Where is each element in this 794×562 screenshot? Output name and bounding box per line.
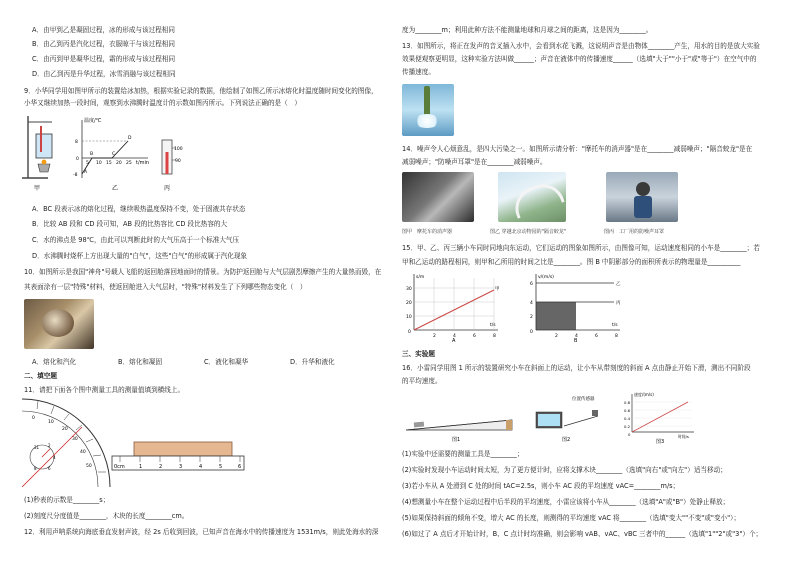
q15-line2: 甲和乙运动的路程相同，则甲和乙所用的时间之比是________。图 B 中阴影部分的面积所表示的物理量是__________ (402, 258, 741, 266)
fig9-xtick-15: 15 (106, 161, 112, 166)
graph-a-xlabel: t/s (490, 323, 496, 328)
graph-b-xtick-2: 2 (555, 334, 558, 339)
fig9-xtick-20: 20 (116, 161, 122, 166)
q9-option-d: D．水沸腾时烧杯上方出现大量的"白气"，这些"白气"的形成属于汽化现象 (32, 252, 248, 260)
graph-b-ytick-2: 2 (530, 315, 533, 320)
graph-a-ylabel: s/m (416, 275, 425, 280)
section-fill-in-title: 二、填空题 (24, 372, 57, 380)
q15-line1: 15．甲、乙、丙三辆小车同时同地向东运动，它们运动的图象如图所示，由图像可知，运动速度相同的小车是________；若 (402, 244, 760, 252)
graph-b-ylabel: v/(m/s) (538, 275, 554, 280)
q11-blank-1: (1)秒表的示数是________s； (24, 496, 110, 504)
fig9-thermo-90: 90 (175, 159, 181, 164)
q16-line1: 16．小雷同学用图 1 所示的装置研究小车在斜面上的运动，让小车从带刻度的斜面 A 点由静止开始下滑，测出不同阶段 (402, 364, 751, 372)
fig9-thermo-100: 100 (174, 147, 183, 152)
ruler-tick-1: 1 (139, 464, 143, 470)
graph-b-series-bing-label: 丙 (616, 301, 621, 306)
ruler-tick-6: 6 (238, 464, 242, 470)
ruler-unit: 0cm (114, 464, 125, 470)
fig9-label-yi: 乙 (112, 185, 119, 192)
q9-figure (22, 112, 187, 194)
fig9-xlabel: t/min (136, 160, 150, 166)
q16-item-5: (5)如果保持斜面的倾角不变，增大 AC 的长度，则测得的平均速度 vAC 将________（选填"变大""不变"或"变小"）； (402, 514, 741, 522)
q11-blank-2: (2)刻度尺分度值是________，木块的长度________cm。 (24, 512, 189, 520)
q14-line1: 14．噪声令人心烦意乱，是四大污染之一。如图所示请分析："摩托车的消声器"是在________减弱噪声；"隔音蛟龙"是在 (402, 145, 753, 153)
ruler-tick-5: 5 (219, 464, 223, 470)
graph-b-ytick-0: 0 (530, 330, 533, 335)
q8-option-c: C．由丙到甲是凝华过程，霜的形成与该过程相同 (32, 55, 176, 63)
stopwatch-tick-30: 30 (72, 437, 78, 442)
tuning-fork-water-photo (402, 84, 454, 136)
q16-item-3: (3)若小车从 A 处滑到 C 处的时间 tAC=2.5s，则小车 AC 段的平均速度 vAC=________m/s； (402, 482, 680, 490)
graph-a-ytick-10: 10 (406, 315, 412, 320)
stopwatch-tick-0: 0 (32, 416, 35, 421)
graph-b-series-yi-label: 乙 (616, 282, 621, 287)
ruler-tick-4: 4 (199, 464, 203, 470)
graph-b-xtick-4: 4 (575, 334, 578, 339)
fig9-curve (82, 141, 128, 174)
q9-stem-line2: 小华又继续加热一段时间，观察到水沸腾时温度计的示数如图丙所示。下列说法正确的是（ ） (24, 99, 301, 107)
q9-option-c: C．水的沸点是 98℃，由此可以判断此时的大气压高于一个标准大气压 (32, 236, 240, 244)
stopwatch-tick-20: 20 (62, 427, 68, 432)
fig16-ytick-02: 0.2 (624, 424, 631, 429)
q16-item-6: (6)如过了 A 点后才开始计时，B、C 点计时均准确，则会影响 vAB、vAC、vBC 三者中的______（选填"1""2"或"3"）个； (402, 530, 763, 538)
fig16-sensor-label: 位置传感器 (572, 397, 595, 402)
q16-item-2: (2)实验时发现小车运动时间太短，为了更方便计时，应将支撑木块________（选填"向右"或"向左"）适当移动； (402, 466, 727, 474)
q10-option-a: A．熔化和汽化 (32, 358, 77, 366)
fig9-ytick-0: 0 (76, 157, 79, 162)
graph-a-ytick-20: 20 (406, 301, 412, 306)
q10-stem-line2: 其表面涂有一层"特殊"材料，使返回舱进入大气层时，"特殊"材料发生了下列哪些物态变化（ ） (24, 283, 307, 291)
q9-option-a: A．BC 段表示冰的熔化过程，继续吸热温度保持不变，处于固液共存状态 (32, 205, 246, 213)
graph-b-name: B (574, 338, 578, 342)
graph-b-ytick-6: 6 (530, 282, 533, 287)
ruler-tick-2: 2 (159, 464, 163, 470)
motorcycle-muffler-photo (402, 172, 474, 222)
graph-a-name: A (452, 338, 456, 342)
fig9-point-a: A (84, 170, 88, 175)
fig9-xtick-5: 5 (86, 161, 89, 166)
graph-a-xtick-2: 2 (433, 334, 436, 339)
stopwatch-tick-2: 2 (48, 443, 51, 448)
q11-stem: 11．请把下面各个图中测量工具的测量值填到横线上。 (24, 386, 185, 394)
q8-option-d: D．由乙到丙是升华过程，冰雪消融与该过程相同 (32, 70, 176, 78)
stopwatch-tick-40: 40 (80, 450, 86, 455)
q10-option-b: B．熔化和凝固 (118, 358, 163, 366)
graph-a-xtick-8: 8 (493, 334, 496, 339)
graph-a-xtick-4: 4 (453, 334, 456, 339)
q16-item-1: (1)实验中还需要的测量工具是________； (402, 450, 524, 458)
caption-muffler: 图甲 摩托车的消声器 (402, 229, 453, 235)
graph-a-xtick-6: 6 (473, 334, 476, 339)
graph-b-shaded-area (536, 302, 576, 330)
stopwatch-tick-8: 8 (34, 466, 37, 471)
graph-b (518, 270, 628, 342)
ruler-tick-3: 3 (179, 464, 183, 470)
q13-line1: 13．如图所示，将正在发声的音叉插入水中，会看到水花飞溅，这说明声音是由物体________产生，用水的目的是放大实验 (402, 42, 760, 50)
stopwatch-tick-6: 6 (48, 466, 51, 471)
fig16-cap-3: 图3 (656, 439, 665, 444)
section-experiment-title: 三、实验题 (402, 350, 435, 358)
q10-option-c: C．液化和凝华 (204, 358, 249, 366)
fig9-label-bing: 丙 (164, 185, 171, 192)
graph-a-series-label: 甲 (495, 287, 500, 292)
q14-line2: 减弱噪声；"防噪声耳罩"是在________减弱噪声。 (402, 158, 547, 166)
fig9-ylabel: 温度/℃ (84, 118, 102, 124)
q10-stem-line1: 10．如图所示是我国"神舟"号载人飞船的返回舱落回地面时的情景。为防护返回舱与大气层剧烈摩擦产生的大量热而毁，在 (24, 268, 382, 276)
fig16-ytick-08: 0.8 (624, 400, 631, 405)
q8-option-a: A．由甲到乙是凝固过程，冰的形成与该过程相同 (32, 26, 175, 34)
q16-item-4: (4)想测量小车在整个运动过程中后半段的平均速度，小雷应该将小车从________（选填"A"或"B"）处静止释放； (402, 498, 730, 506)
q16-line2: 的平均速度。 (402, 377, 442, 385)
graph-a-ytick-30: 30 (406, 287, 412, 292)
stopwatch-tick-50: 50 (86, 464, 92, 469)
factory-earmuff-photo (606, 172, 678, 222)
q12-continuation: 度为________m；利用此种方法不能测量地球和月球之间的距离，这是因为________。 (402, 26, 653, 34)
fig9-point-d: D (128, 136, 132, 141)
graph-a (398, 270, 508, 342)
q13-line3: 传播速度。 (402, 68, 435, 76)
fig9-label-jia: 甲 (34, 185, 41, 192)
fig16-xlabel: 时间/s (678, 434, 689, 439)
fig16-cap-2: 图2 (562, 437, 571, 443)
fig9-point-c: C (112, 152, 116, 157)
stopwatch-tick-31: 31 (34, 445, 40, 450)
right-column (398, 0, 790, 562)
q13-line2: 效果便观察更明显，这种实验方法叫做______；声音在液体中的传播速度______（选填"大于""小于"或"等于"）在空气中的 (402, 55, 757, 63)
graph-b-xtick-6: 6 (595, 334, 598, 339)
caption-earmuff: 图丙 工厂用的防噪声耳罩 (604, 229, 665, 235)
stopwatch-figure (20, 397, 120, 487)
q9-stem-line1: 9．小华同学用如图甲所示的装置给冰加热，根据实验记录的数据，他绘制了如图乙所示冰熔化时温度随时间变化的图像， (24, 87, 378, 95)
graph-a-ytick-0: 0 (408, 330, 411, 335)
ruler-figure (110, 440, 250, 474)
fig16-ytick-04: 0.4 (624, 416, 631, 421)
fig16-ytick-06: 0.6 (624, 408, 631, 413)
q10-option-d: D．升华和液化 (290, 358, 335, 366)
fig16-ylabel: 速度/(m/s) (634, 392, 654, 397)
q8-option-b: B．由乙到丙是汽化过程，衣服晾干与该过程相同 (32, 40, 175, 48)
re-entry-capsule-photo (24, 299, 94, 349)
fig9-ytick-neg8: -8 (73, 173, 78, 178)
q9-option-b: B．比较 AB 段和 CD 段可知，AB 段的比热容比 CD 段比热容的大 (32, 220, 228, 228)
q12-stem: 12．利用声呐系统向海底垂直发射声波，经 2s 后收到回波，已知声音在海水中的传播速度为 1531m/s，则此处海水的深 (24, 528, 379, 536)
left-column (0, 0, 384, 562)
fig9-point-b: B (90, 152, 94, 157)
graph-b-xlabel: t/s (612, 323, 618, 328)
fig9-xtick-25: 25 (126, 161, 132, 166)
stopwatch-tick-4: 4 (53, 455, 56, 460)
fig16-ytick-0: 0 (628, 432, 631, 437)
fig9-ytick-8: 8 (75, 140, 78, 145)
fig16-cap-1: 图1 (452, 437, 461, 443)
fig16-velocity-line (632, 402, 688, 432)
q16-figure (402, 390, 702, 444)
sound-barrier-photo (498, 172, 566, 222)
caption-sound-barrier: 图乙 穿越北京动物园的"隔音蛟龙" (490, 229, 567, 235)
fig9-xtick-10: 10 (96, 161, 102, 166)
wooden-block (134, 442, 232, 456)
stopwatch-tick-10: 10 (48, 420, 54, 425)
graph-b-xtick-8: 8 (615, 334, 618, 339)
graph-b-ytick-4: 4 (530, 301, 533, 306)
